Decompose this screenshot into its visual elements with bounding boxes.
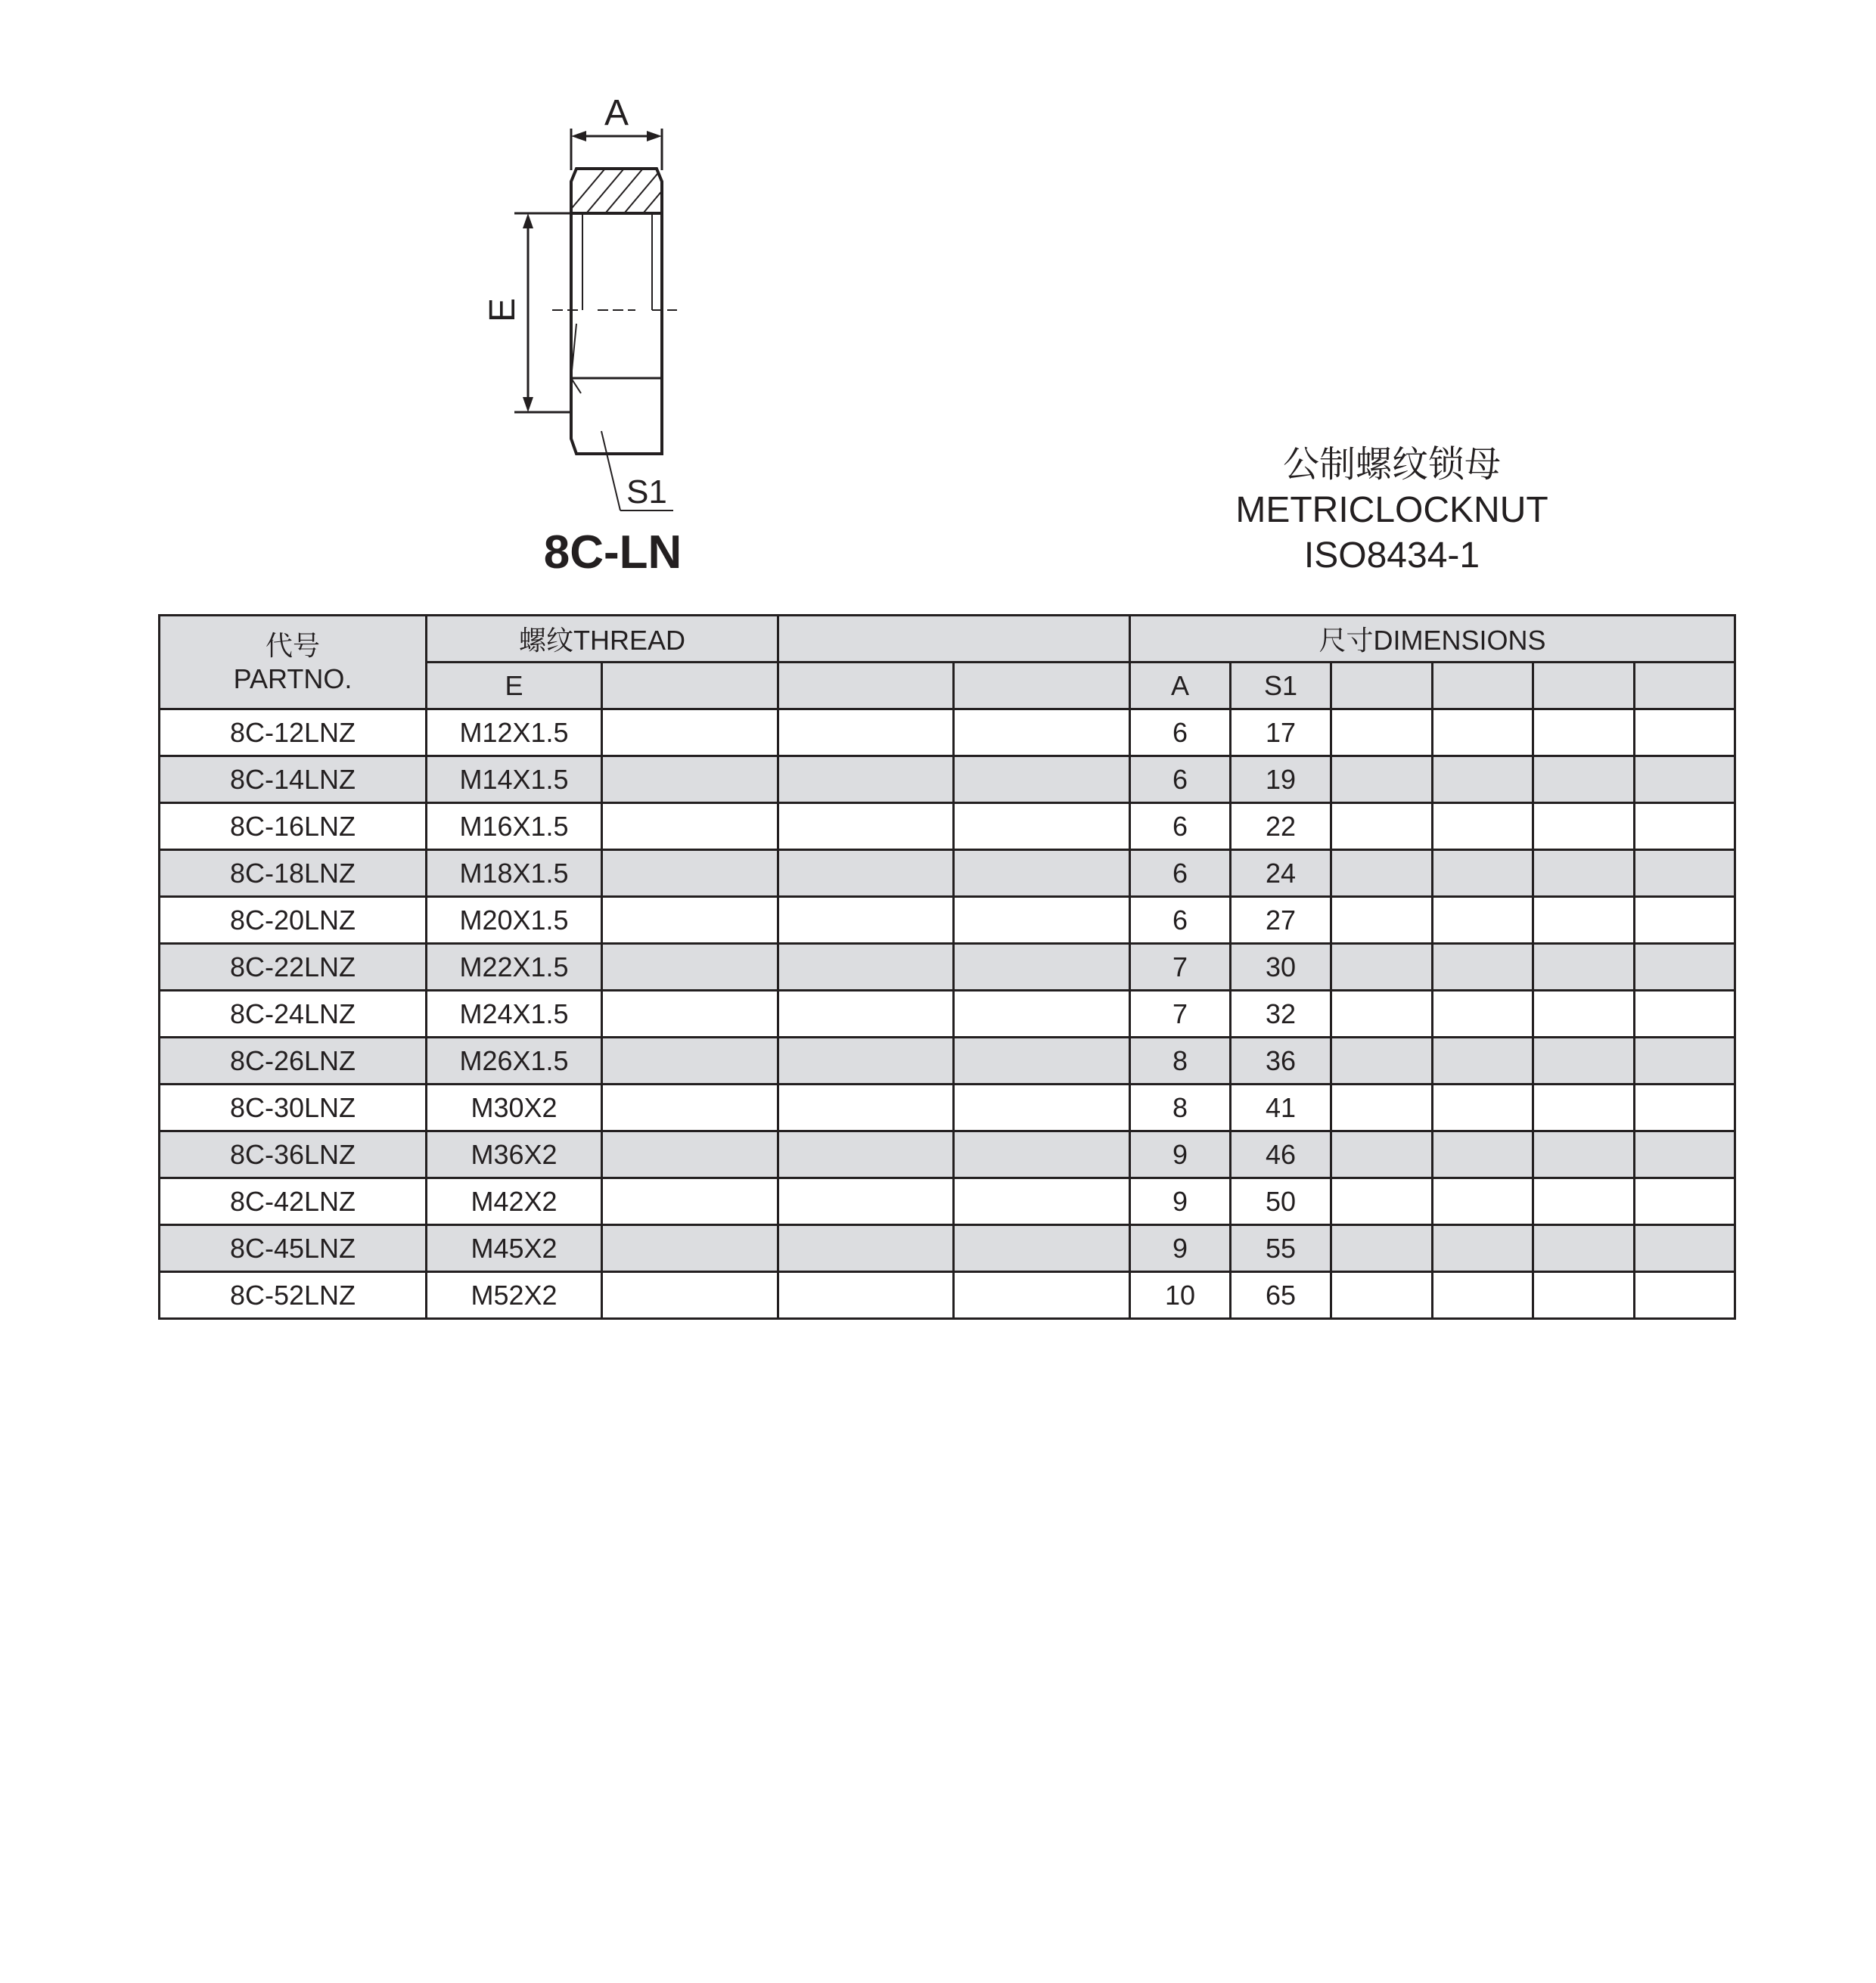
dim-a-cell: 6 [1130, 850, 1231, 897]
part-code: 8C-LN [543, 526, 682, 579]
empty-cell [954, 1225, 1130, 1272]
empty-cell [1533, 944, 1635, 991]
empty-cell [1331, 1131, 1433, 1178]
empty-cell [1433, 756, 1533, 803]
empty-cell [1635, 1225, 1735, 1272]
dim-a-cell: 9 [1130, 1131, 1231, 1178]
part-no-cell: 8C-22LNZ [160, 944, 427, 991]
header-col-empty [1635, 663, 1735, 709]
table-row [160, 1272, 1735, 1319]
dim-s1-cell: 17 [1231, 709, 1331, 756]
part-no-cell: 8C-52LNZ [160, 1272, 427, 1319]
empty-cell [1533, 897, 1635, 944]
empty-cell [778, 1272, 954, 1319]
empty-cell [1635, 709, 1735, 756]
empty-cell [778, 1178, 954, 1225]
empty-cell [778, 897, 954, 944]
empty-cell [1635, 803, 1735, 850]
empty-cell [778, 944, 954, 991]
empty-cell [778, 1131, 954, 1178]
empty-cell [602, 991, 778, 1038]
part-no-cell: 8C-30LNZ [160, 1085, 427, 1131]
dim-a-cell: 6 [1130, 709, 1231, 756]
header-col-empty [602, 663, 778, 709]
empty-cell [1433, 1038, 1533, 1085]
thread-e-cell: M36X2 [427, 1131, 602, 1178]
empty-cell [1331, 1272, 1433, 1319]
empty-cell [778, 850, 954, 897]
empty-cell [954, 1131, 1130, 1178]
empty-cell [954, 1038, 1130, 1085]
empty-cell [1533, 756, 1635, 803]
empty-cell [1433, 1131, 1533, 1178]
header-blank [778, 616, 1130, 663]
empty-cell [1533, 1272, 1635, 1319]
empty-cell [1331, 1178, 1433, 1225]
header-col-a: A [1130, 663, 1231, 709]
empty-cell [1533, 991, 1635, 1038]
thread-e-cell: M22X1.5 [427, 944, 602, 991]
table-row [160, 709, 1735, 756]
part-no-cell: 8C-20LNZ [160, 897, 427, 944]
dim-a-cell: 6 [1130, 756, 1231, 803]
dim-a-cell: 7 [1130, 991, 1231, 1038]
empty-cell [1433, 709, 1533, 756]
empty-cell [954, 709, 1130, 756]
title-standard: ISO8434-1 [1303, 535, 1480, 576]
header-part-cn: 代号 [265, 629, 320, 661]
thread-e-cell: M42X2 [427, 1178, 602, 1225]
part-no-cell: 8C-24LNZ [160, 991, 427, 1038]
header-col-e: E [427, 663, 602, 709]
part-no-cell: 8C-12LNZ [160, 709, 427, 756]
empty-cell [602, 1038, 778, 1085]
header-col-empty [1331, 663, 1433, 709]
empty-cell [1635, 991, 1735, 1038]
empty-cell [1533, 1225, 1635, 1272]
empty-cell [778, 709, 954, 756]
empty-cell [602, 756, 778, 803]
empty-cell [1533, 1131, 1635, 1178]
dim-s1-cell: 55 [1231, 1225, 1331, 1272]
empty-cell [1533, 1085, 1635, 1131]
header-part-en: PARTNO. [233, 663, 353, 694]
header-col-empty [954, 663, 1130, 709]
thread-e-cell: M45X2 [427, 1225, 602, 1272]
empty-cell [1331, 991, 1433, 1038]
empty-cell [1533, 803, 1635, 850]
empty-cell [602, 803, 778, 850]
empty-cell [1331, 850, 1433, 897]
table-row [160, 1178, 1735, 1225]
part-no-cell: 8C-42LNZ [160, 1178, 427, 1225]
empty-cell [778, 1225, 954, 1272]
header-col-s1: S1 [1231, 663, 1331, 709]
dim-s1-cell: 41 [1231, 1085, 1331, 1131]
dim-a-cell: 6 [1130, 897, 1231, 944]
header-col-empty [1533, 663, 1635, 709]
empty-cell [1635, 850, 1735, 897]
empty-cell [602, 850, 778, 897]
empty-cell [602, 1225, 778, 1272]
dim-s1-cell: 32 [1231, 991, 1331, 1038]
empty-cell [778, 991, 954, 1038]
empty-cell [602, 897, 778, 944]
empty-cell [1635, 1131, 1735, 1178]
part-no-cell: 8C-14LNZ [160, 756, 427, 803]
empty-cell [1433, 850, 1533, 897]
table-row [160, 756, 1735, 803]
empty-cell [602, 1085, 778, 1131]
dim-a-cell: 7 [1130, 944, 1231, 991]
part-no-cell: 8C-18LNZ [160, 850, 427, 897]
thread-e-cell: M52X2 [427, 1272, 602, 1319]
table-row [160, 850, 1735, 897]
dim-a-cell: 9 [1130, 1225, 1231, 1272]
empty-cell [1635, 1038, 1735, 1085]
empty-cell [1433, 897, 1533, 944]
thread-e-cell: M26X1.5 [427, 1038, 602, 1085]
empty-cell [954, 991, 1130, 1038]
empty-cell [1635, 897, 1735, 944]
header-col-empty [1433, 663, 1533, 709]
empty-cell [954, 944, 1130, 991]
empty-cell [954, 803, 1130, 850]
part-no-cell: 8C-36LNZ [160, 1131, 427, 1178]
empty-cell [1433, 1085, 1533, 1131]
header-part-no [160, 616, 427, 709]
empty-cell [1433, 1272, 1533, 1319]
empty-cell [1635, 1085, 1735, 1131]
dim-s1-cell: 30 [1231, 944, 1331, 991]
dim-a-cell: 8 [1130, 1038, 1231, 1085]
empty-cell [1331, 1038, 1433, 1085]
empty-cell [954, 1085, 1130, 1131]
empty-cell [1331, 1085, 1433, 1131]
empty-cell [1533, 1178, 1635, 1225]
table-row [160, 944, 1735, 991]
empty-cell [1533, 850, 1635, 897]
empty-cell [954, 1178, 1130, 1225]
empty-cell [1433, 944, 1533, 991]
empty-cell [1331, 756, 1433, 803]
empty-cell [1533, 1038, 1635, 1085]
dim-s1-cell: 46 [1231, 1131, 1331, 1178]
empty-cell [1635, 1272, 1735, 1319]
dim-s1-cell: 22 [1231, 803, 1331, 850]
empty-cell [778, 756, 954, 803]
thread-e-cell: M18X1.5 [427, 850, 602, 897]
empty-cell [602, 1131, 778, 1178]
dim-s1-cell: 36 [1231, 1038, 1331, 1085]
empty-cell [602, 1272, 778, 1319]
table-row [160, 1131, 1735, 1178]
thread-e-cell: M20X1.5 [427, 897, 602, 944]
empty-cell [1331, 944, 1433, 991]
dimension-label-a: A [604, 93, 629, 133]
empty-cell [778, 1038, 954, 1085]
dim-s1-cell: 65 [1231, 1272, 1331, 1319]
table-row [160, 991, 1735, 1038]
empty-cell [602, 1178, 778, 1225]
table-row [160, 1085, 1735, 1131]
locknut-drawing [454, 91, 756, 514]
header-col-empty [778, 663, 954, 709]
empty-cell [1433, 1225, 1533, 1272]
table-header-row [160, 616, 1735, 663]
dim-a-cell: 9 [1130, 1178, 1231, 1225]
part-no-cell: 8C-26LNZ [160, 1038, 427, 1085]
empty-cell [954, 897, 1130, 944]
empty-cell [778, 1085, 954, 1131]
header-dimensions: 尺寸DIMENSIONS [1130, 616, 1735, 663]
part-no-cell: 8C-45LNZ [160, 1225, 427, 1272]
spec-table [158, 614, 1736, 1320]
thread-e-cell: M24X1.5 [427, 991, 602, 1038]
dim-s1-cell: 27 [1231, 897, 1331, 944]
empty-cell [778, 803, 954, 850]
empty-cell [954, 850, 1130, 897]
dimension-label-s1: S1 [626, 473, 667, 510]
empty-cell [1433, 803, 1533, 850]
table-row [160, 1225, 1735, 1272]
part-no-cell: 8C-16LNZ [160, 803, 427, 850]
title-block [1180, 442, 1604, 579]
dimension-label-e: E [483, 297, 523, 323]
empty-cell [1331, 1225, 1433, 1272]
empty-cell [1635, 756, 1735, 803]
dim-a-cell: 8 [1130, 1085, 1231, 1131]
empty-cell [954, 1272, 1130, 1319]
empty-cell [602, 709, 778, 756]
dim-s1-cell: 50 [1231, 1178, 1331, 1225]
empty-cell [1635, 1178, 1735, 1225]
empty-cell [602, 944, 778, 991]
empty-cell [954, 756, 1130, 803]
empty-cell [1635, 944, 1735, 991]
thread-e-cell: M30X2 [427, 1085, 602, 1131]
empty-cell [1331, 897, 1433, 944]
empty-cell [1533, 709, 1635, 756]
table-row [160, 897, 1735, 944]
dim-s1-cell: 19 [1231, 756, 1331, 803]
table-row [160, 803, 1735, 850]
thread-e-cell: M14X1.5 [427, 756, 602, 803]
title-english: METRICLOCKNUT [1235, 490, 1548, 530]
title-chinese: 公制螺纹锁母 [1282, 445, 1501, 485]
empty-cell [1433, 991, 1533, 1038]
empty-cell [1331, 803, 1433, 850]
dim-s1-cell: 24 [1231, 850, 1331, 897]
empty-cell [1433, 1178, 1533, 1225]
dim-a-cell: 6 [1130, 803, 1231, 850]
table-row [160, 1038, 1735, 1085]
dim-a-cell: 10 [1130, 1272, 1231, 1319]
thread-e-cell: M16X1.5 [427, 803, 602, 850]
empty-cell [1331, 709, 1433, 756]
header-thread: 螺纹THREAD [427, 616, 778, 663]
thread-e-cell: M12X1.5 [427, 709, 602, 756]
